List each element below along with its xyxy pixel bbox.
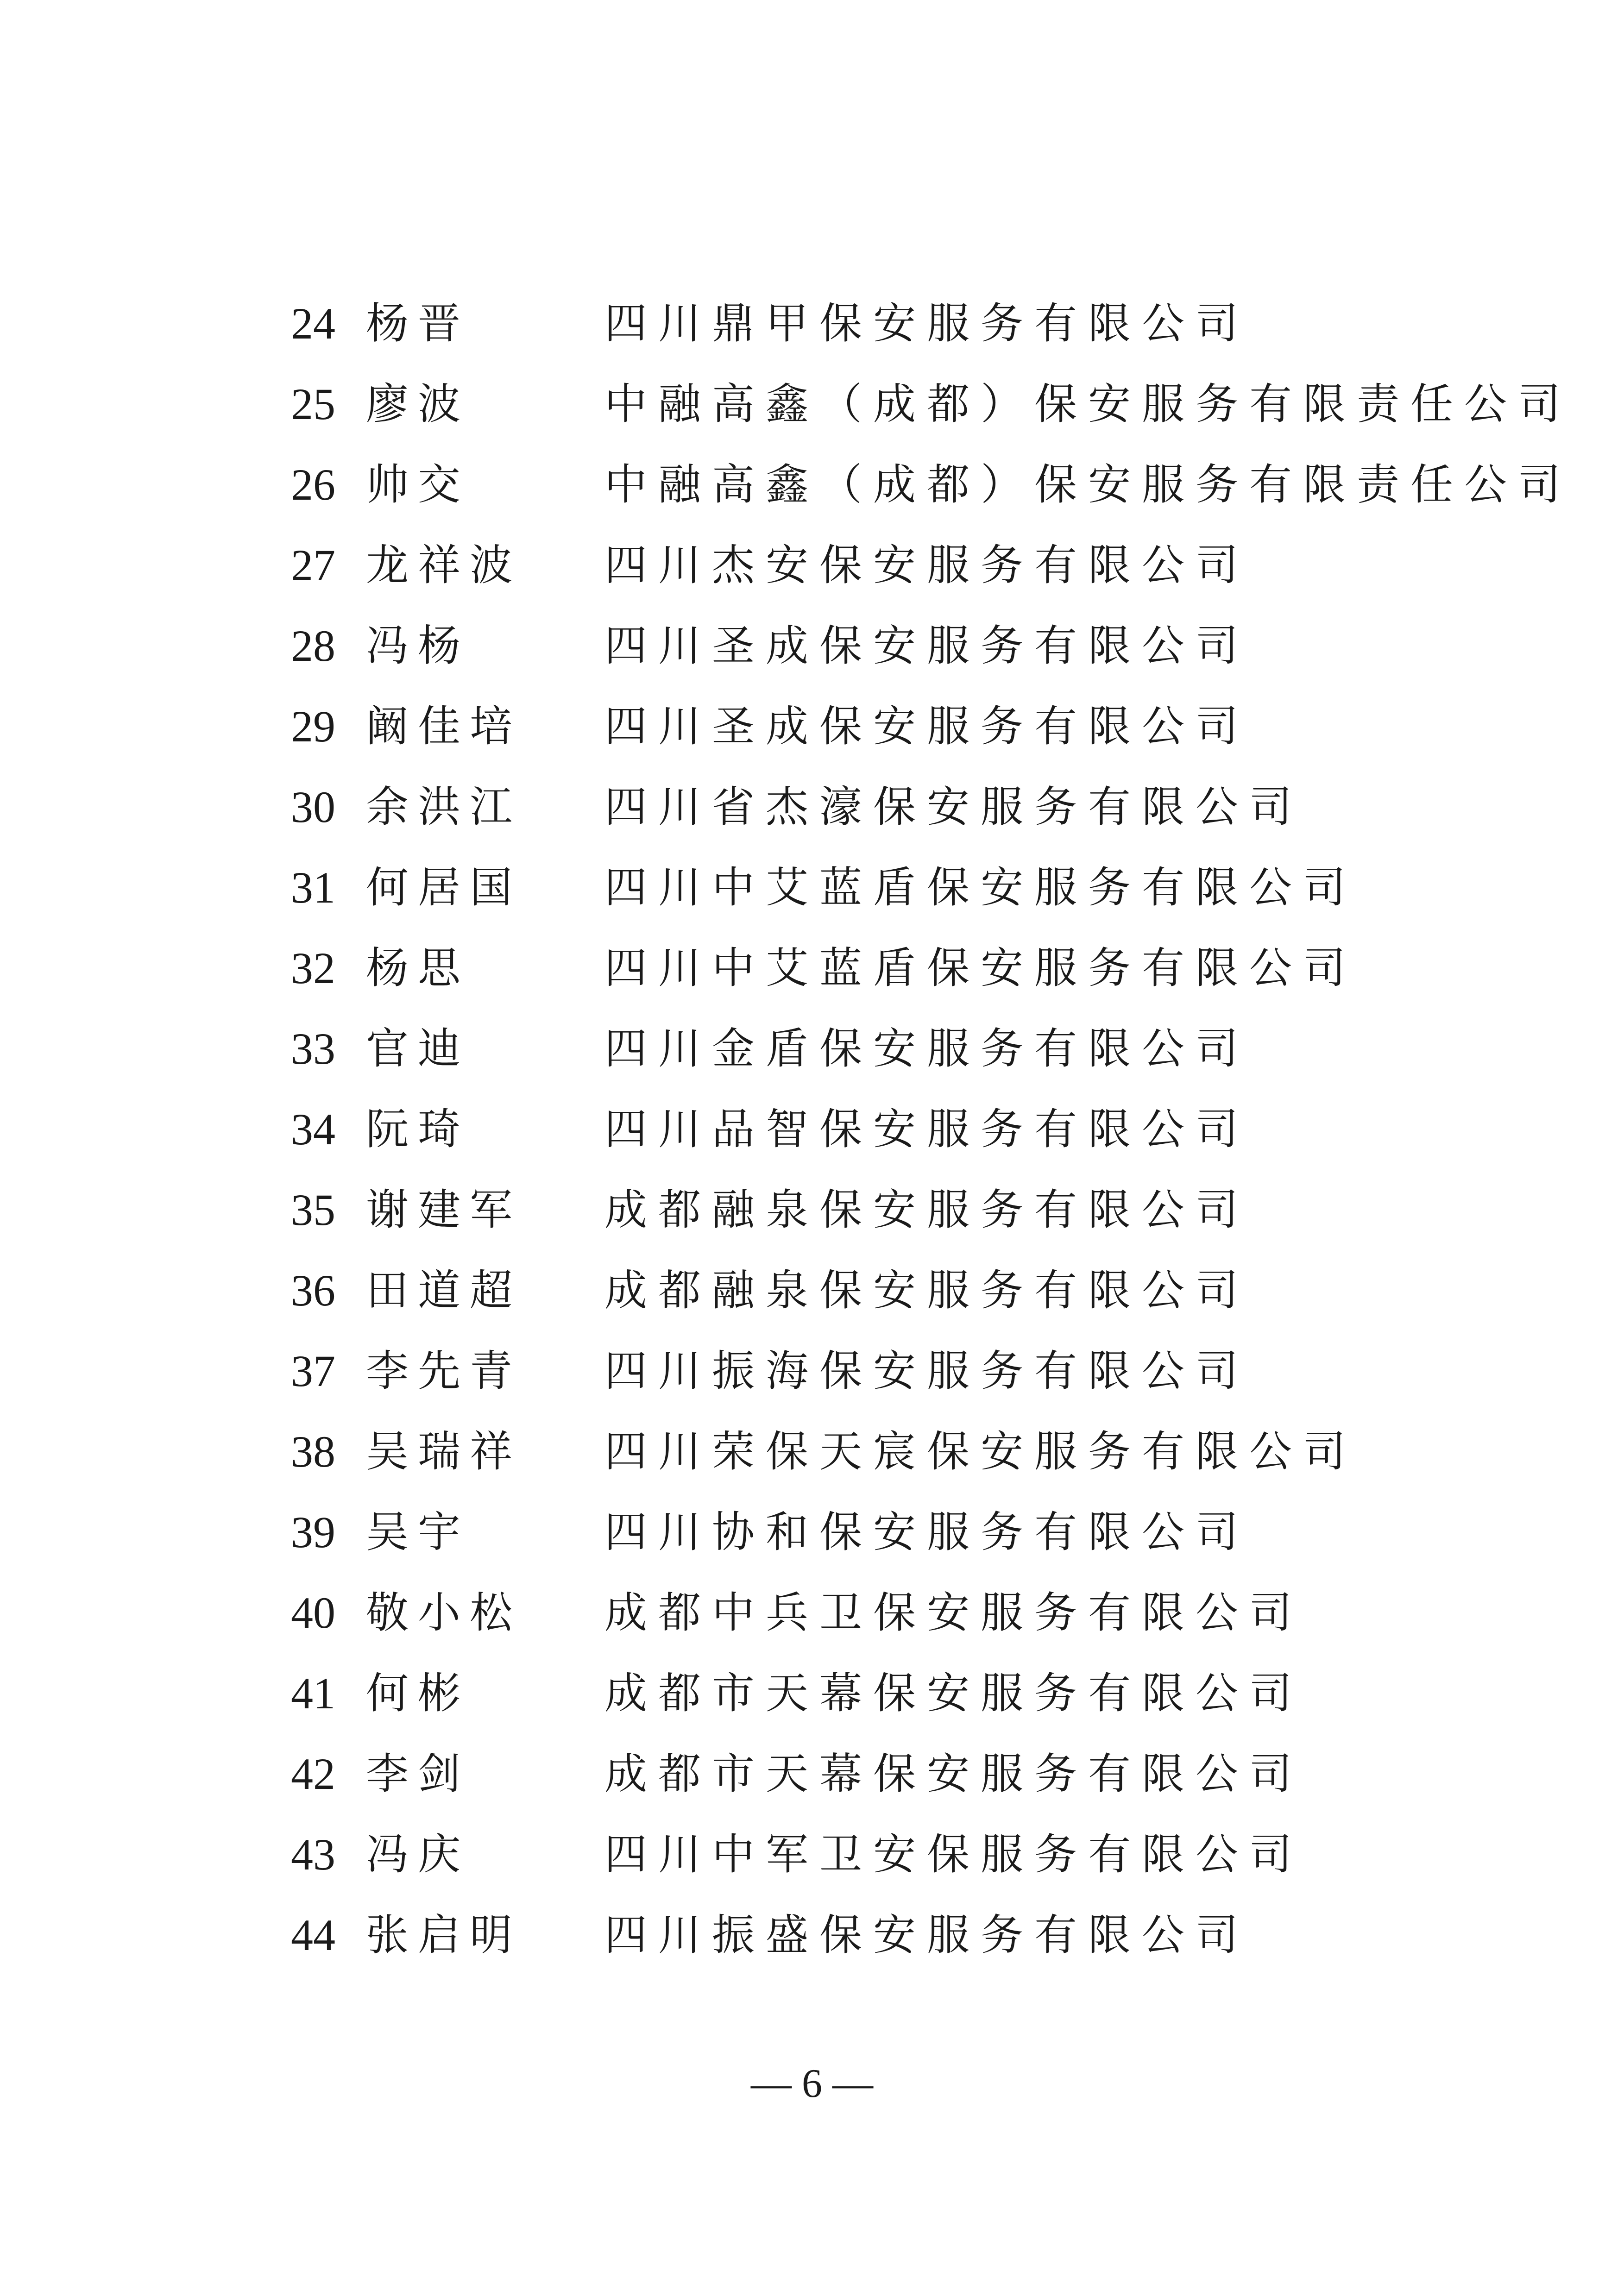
entry-name: 田道超	[366, 1266, 522, 1315]
entry-number: 31	[291, 863, 335, 912]
list-item	[0, 847, 1624, 928]
entry-company: 成都融泉保安服务有限公司	[604, 1185, 1250, 1235]
entry-name: 何彬	[366, 1669, 470, 1718]
entry-company: 四川协和保安服务有限公司	[604, 1507, 1250, 1557]
entry-company: 成都融泉保安服务有限公司	[604, 1266, 1250, 1315]
entry-name: 张启明	[366, 1910, 522, 1960]
page-number: — 6 —	[751, 2061, 873, 2106]
entry-name: 冯庆	[366, 1830, 470, 1879]
entry-name: 谢建军	[366, 1185, 522, 1235]
entry-name: 何居国	[366, 863, 522, 912]
entry-name: 吴瑞祥	[366, 1427, 522, 1476]
list-item	[0, 283, 1624, 364]
list-item	[0, 1895, 1624, 1976]
entry-number: 43	[291, 1830, 335, 1879]
entry-number: 33	[291, 1024, 335, 1073]
list-item	[0, 767, 1624, 847]
entry-company: 四川品智保安服务有限公司	[604, 1104, 1250, 1154]
entry-number: 34	[291, 1104, 335, 1154]
entry-name: 帅交	[366, 460, 470, 509]
list-item	[0, 525, 1624, 606]
entry-number: 27	[291, 540, 335, 590]
list-item	[0, 445, 1624, 525]
entry-number: 35	[291, 1185, 335, 1235]
entry-company: 四川振海保安服务有限公司	[604, 1346, 1250, 1396]
entry-company: 四川中军卫安保服务有限公司	[604, 1830, 1303, 1879]
list-item	[0, 1170, 1624, 1250]
list-item	[0, 686, 1624, 767]
entry-name: 余洪江	[366, 782, 522, 832]
list-item	[0, 1734, 1624, 1814]
entry-company: 四川振盛保安服务有限公司	[604, 1910, 1250, 1960]
entry-company: 成都市天幕保安服务有限公司	[604, 1749, 1303, 1799]
entry-number: 44	[291, 1910, 335, 1960]
entry-company: 成都中兵卫保安服务有限公司	[604, 1588, 1303, 1637]
entry-company: 中融高鑫（成都）保安服务有限责任公司	[604, 379, 1572, 429]
entry-number: 26	[291, 460, 335, 509]
entry-name: 吴宇	[366, 1507, 470, 1557]
entry-name: 官迪	[366, 1024, 470, 1073]
list-item	[0, 1653, 1624, 1734]
entry-number: 28	[291, 621, 335, 671]
entry-name: 李先青	[366, 1346, 522, 1396]
list-item	[0, 1250, 1624, 1331]
entry-number: 30	[291, 782, 335, 832]
entry-number: 29	[291, 702, 335, 751]
entry-name: 杨思	[366, 943, 470, 993]
entry-company: 四川省杰濠保安服务有限公司	[604, 782, 1303, 832]
entry-name: 敬小松	[366, 1588, 522, 1637]
entry-company: 四川鼎甲保安服务有限公司	[604, 299, 1250, 348]
entry-company: 四川圣成保安服务有限公司	[604, 702, 1250, 751]
entry-company: 四川金盾保安服务有限公司	[604, 1024, 1250, 1073]
entry-number: 38	[291, 1427, 335, 1476]
list-item	[0, 1814, 1624, 1895]
entry-name: 冯杨	[366, 621, 470, 671]
list-item	[0, 606, 1624, 686]
entry-name: 阮琦	[366, 1104, 470, 1154]
entry-company: 四川荣保天宸保安服务有限公司	[604, 1427, 1357, 1476]
entry-company: 四川中艾蓝盾保安服务有限公司	[604, 863, 1357, 912]
entry-company: 成都市天幕保安服务有限公司	[604, 1669, 1303, 1718]
entry-name: 阚佳培	[366, 702, 522, 751]
list-item	[0, 1331, 1624, 1411]
entry-company: 四川圣成保安服务有限公司	[604, 621, 1250, 671]
entry-name: 杨晋	[366, 299, 470, 348]
list-item	[0, 1573, 1624, 1653]
list-item	[0, 1009, 1624, 1089]
entry-number: 32	[291, 943, 335, 993]
entry-company: 四川杰安保安服务有限公司	[604, 540, 1250, 590]
entry-number: 42	[291, 1749, 335, 1799]
entry-company: 四川中艾蓝盾保安服务有限公司	[604, 943, 1357, 993]
list-item	[0, 1492, 1624, 1573]
list-item	[0, 1089, 1624, 1170]
entry-number: 36	[291, 1266, 335, 1315]
entry-name: 李剑	[366, 1749, 470, 1799]
entry-number: 24	[291, 299, 335, 348]
entry-number: 39	[291, 1507, 335, 1557]
entry-company: 中融高鑫（成都）保安服务有限责任公司	[604, 460, 1572, 509]
entry-number: 40	[291, 1588, 335, 1637]
entry-name: 龙祥波	[366, 540, 522, 590]
entry-name: 廖波	[366, 379, 470, 429]
list-item	[0, 1411, 1624, 1492]
entry-number: 41	[291, 1669, 335, 1718]
entry-number: 25	[291, 379, 335, 429]
list-item	[0, 364, 1624, 445]
list-item	[0, 928, 1624, 1009]
entry-number: 37	[291, 1346, 335, 1396]
